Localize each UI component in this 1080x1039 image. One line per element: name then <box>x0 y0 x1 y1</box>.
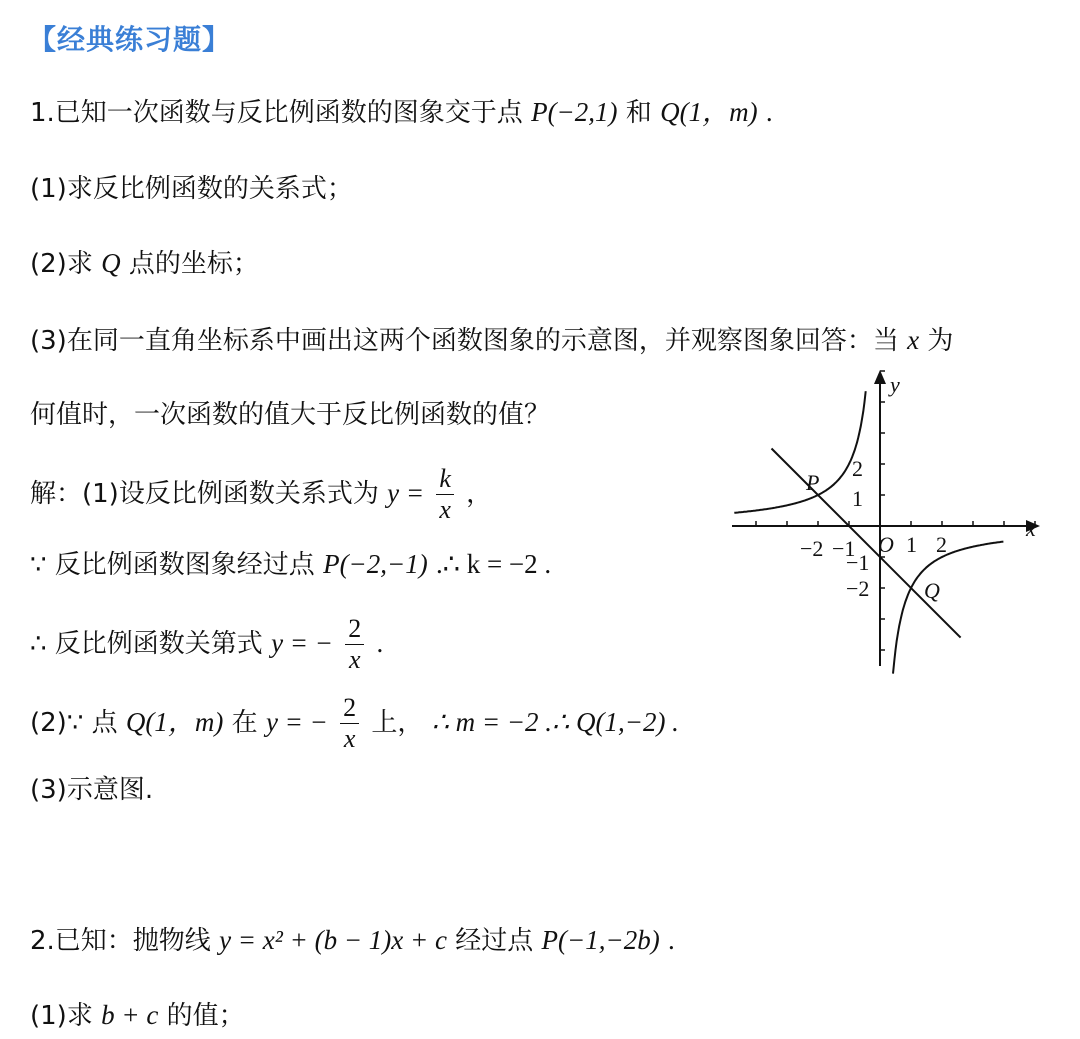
q2-stem <box>30 920 675 961</box>
q1-part2-suffix: 点的坐标； <box>128 249 259 279</box>
solution-step1 <box>30 464 492 525</box>
y-axis-label: y <box>890 372 900 397</box>
fraction-numerator: k <box>436 464 454 495</box>
q2-part1-prefix: (1)求 <box>30 1001 93 1031</box>
q2-parabola-equation: y = x² + (b − 1)x + c <box>219 925 447 955</box>
q1-part3-x: x <box>907 325 920 355</box>
solution-step4-lhs: y = − <box>265 707 328 737</box>
y-tick-label-neg1: −1 <box>846 550 870 575</box>
origin-label: O <box>878 532 894 557</box>
q2-part1-expr: b + c <box>101 1000 159 1030</box>
x-axis-label: x <box>1026 516 1036 541</box>
point-p-label: P(−2,1) <box>531 97 618 127</box>
q1-part3-cont: 何值时，一次函数的值大于反比例函数的值？ <box>30 400 551 430</box>
fraction-numerator: 2 <box>345 614 364 645</box>
solution-step1-end: ， <box>466 479 493 509</box>
q2-point: P(−1,−2b) <box>541 925 660 955</box>
q1-part2 <box>30 243 259 284</box>
q2-part1-suffix: 的值； <box>166 1001 245 1031</box>
function-graph <box>726 366 1046 676</box>
x-tick-label-2: 2 <box>936 532 947 557</box>
solution-step4-point: Q(1，m) <box>125 707 224 737</box>
y-tick-label-1: 1 <box>852 486 863 511</box>
solution-step1-text: 解：(1)设反比例函数关系式为 <box>30 479 379 509</box>
q1-part3-text: (3)在同一直角坐标系中画出这两个函数图象的示意图，并观察图象回答：当 <box>30 326 899 356</box>
fraction-k-over-x <box>436 464 454 525</box>
q2-passes-text: 经过点 <box>455 926 534 956</box>
solution-step2-text: ∵ 反比例函数图象经过点 <box>30 550 315 580</box>
q1-part2-q: Q <box>101 248 121 278</box>
hyperbola-branch-lower-right <box>893 542 1003 674</box>
solution-step4-shang: 上， <box>371 708 424 738</box>
q2-part1 <box>30 995 245 1036</box>
solution-step3-lhs: y = − <box>271 628 334 658</box>
y-tick-label-2: 2 <box>852 456 863 481</box>
point-q-label: Q(1，m) <box>660 97 758 127</box>
solution-step2-result: .∴ k = −2 . <box>436 549 552 579</box>
q1-part1: (1)求反比例函数的关系式； <box>30 174 353 204</box>
y-tick-label-neg2: −2 <box>846 576 870 601</box>
point-q-marker-label: Q <box>924 578 940 603</box>
y-axis-arrow <box>874 370 886 384</box>
x-tick-label-neg2: −2 <box>800 536 824 561</box>
fraction-denominator: x <box>343 724 356 753</box>
x-tick-label-neg1: −1 <box>832 536 856 561</box>
solution-step3 <box>30 614 383 675</box>
q2-stem-text: 2.已知：抛物线 <box>30 926 211 956</box>
fraction-numerator: 2 <box>340 693 359 724</box>
q1-stem-text: 1.已知一次函数与反比例函数的图象交于点 <box>30 98 523 128</box>
solution-step5: (3)示意图. <box>30 775 154 805</box>
solution-step1-lhs: y = <box>387 478 425 508</box>
fraction-denominator: x <box>439 495 451 524</box>
q1-part2-prefix: (2)求 <box>30 249 93 279</box>
solution-step3-end: . <box>376 628 384 658</box>
solution-step4-text: (2)∵ 点 <box>30 708 118 738</box>
q1-part3 <box>30 320 953 361</box>
x-tick-label-1: 1 <box>906 532 917 557</box>
solution-step4-result: ∴ m = −2 .∴ Q(1,−2) . <box>431 707 679 737</box>
solution-step2-point: P(−2,−1) <box>323 549 428 579</box>
solution-step2 <box>30 544 551 585</box>
point-p-marker-label: P <box>806 470 820 495</box>
fraction-2-over-x <box>345 614 364 675</box>
page-heading: 【经典练习题】 <box>28 23 232 56</box>
solution-step4 <box>30 693 679 754</box>
fraction-2-over-x-b <box>340 693 359 754</box>
q1-stem <box>30 92 773 133</box>
hyperbola-branch-upper-left <box>734 391 865 513</box>
fraction-denominator: x <box>349 645 361 674</box>
q1-stem-end: . <box>765 97 773 127</box>
solution-step3-text: ∴ 反比例函数关第式 <box>30 629 263 659</box>
q2-stem-end: . <box>667 925 675 955</box>
q1-part3-wei: 为 <box>927 326 954 356</box>
solution-step4-zai: 在 <box>231 708 258 738</box>
q1-and-text: 和 <box>625 98 652 128</box>
